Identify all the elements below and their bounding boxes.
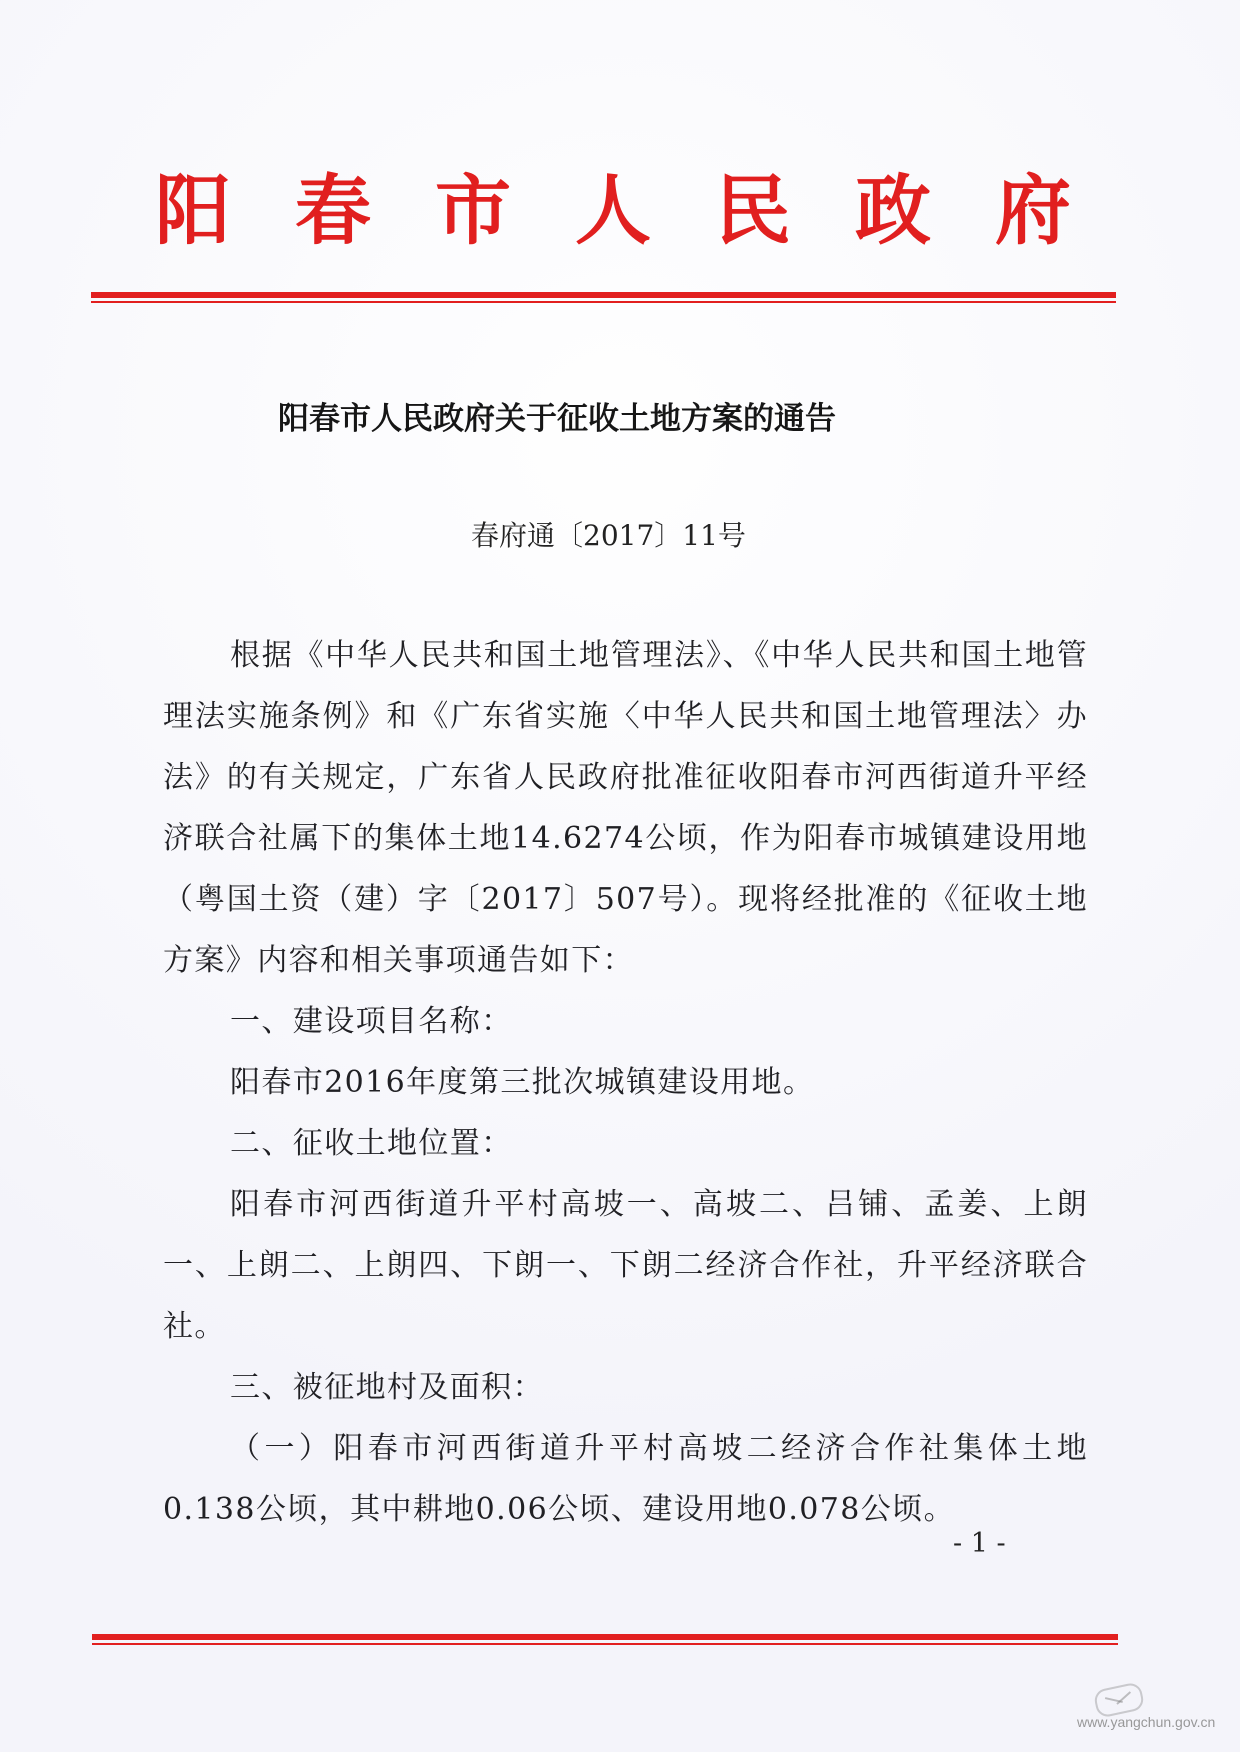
top-red-rule-thin xyxy=(91,301,1116,303)
website-watermark xyxy=(1077,1686,1222,1734)
bottom-red-rule-thin xyxy=(92,1643,1118,1645)
project-name-paragraph: 阳春市2016年度第三批次城镇建设用地。 xyxy=(230,1065,815,1100)
notice-body xyxy=(163,625,1088,1527)
body-paragraph-legal-basis: 根据《中华人民共和国土地管理法》、《中华人民共和国土地管理法实施条例》和《广东省实施〈中华人民共和国土地管理法〉办法》的有关规定，广东省人民政府批准征收阳春市河西街道升平经济联合社属下的集体土地14.6274公顷，作为阳春市城镇建设用地（粤国土资（建）字〔2017〕507号）。现将经批准的《征收土地方案》内容和相关事项通告如下： xyxy=(163,638,1088,978)
land-location-paragraph: 阳春市河西街道升平村高坡一、高坡二、吕铺、孟姜、上朗一、上朗二、上朗四、下朗一、下朗二经济合作社，升平经济联合社。 xyxy=(163,1187,1088,1344)
document-number: 春府通〔2017〕11号 xyxy=(471,519,746,552)
notice-title: 阳春市人民政府关于征收土地方案的通告 xyxy=(278,401,836,437)
section-heading-villages-area: 三、被征地村及面积： xyxy=(230,1370,544,1405)
bottom-red-rule-thick xyxy=(92,1634,1118,1640)
watermark-url: www.yangchun.gov.cn xyxy=(1077,1714,1216,1730)
section-heading-land-location: 二、征收土地位置： xyxy=(230,1126,513,1161)
top-red-rule-thick xyxy=(91,292,1116,298)
section-heading-project-name: 一、建设项目名称： xyxy=(230,1004,513,1039)
letterhead-title: 阳春市人民政府 xyxy=(155,166,1135,255)
page-number: - 1 - xyxy=(953,1528,1006,1559)
village-area-item: （一）阳春市河西街道升平村高坡二经济合作社集体土地0.138公顷，其中耕地0.06公顷、建设用地0.078公顷。 xyxy=(163,1431,1088,1527)
